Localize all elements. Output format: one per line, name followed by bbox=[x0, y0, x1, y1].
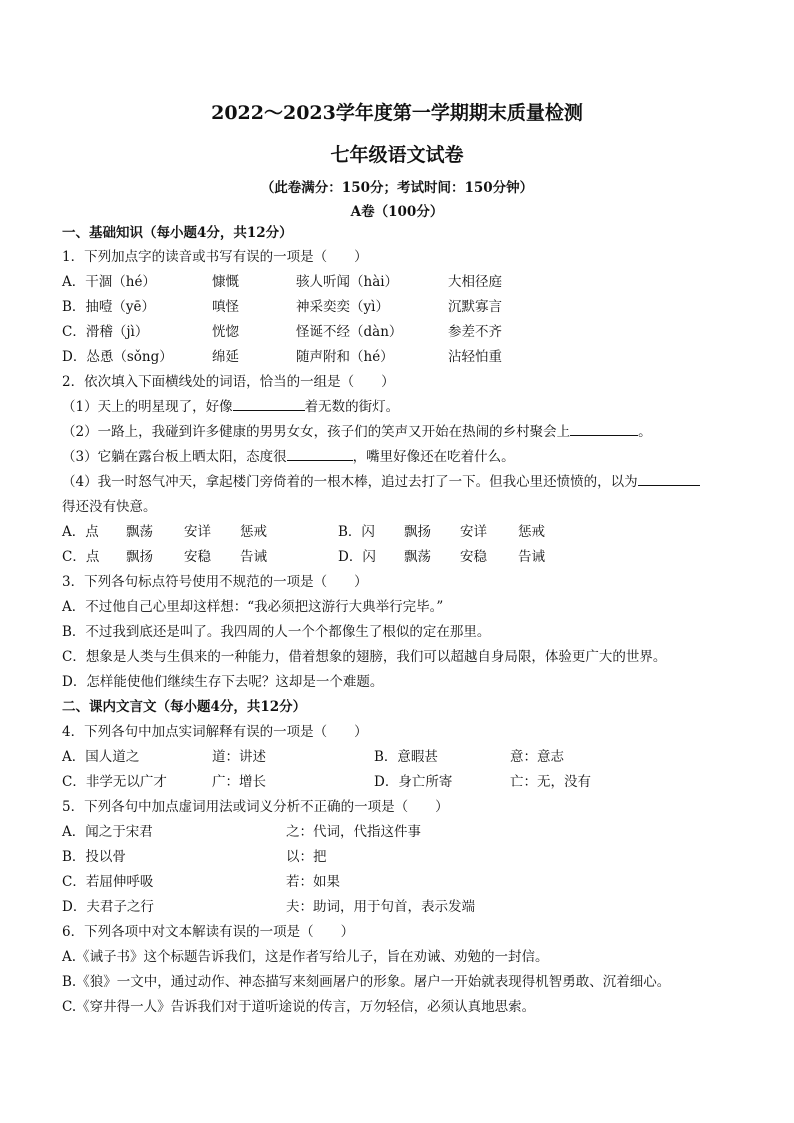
option-cell: 之：代词，代指这件事 bbox=[286, 824, 421, 840]
fill-blank bbox=[233, 396, 305, 411]
sentence-text: （2）一路上，我碰到许多健康的男男女女，孩子们的笑声又开始在热闹的乡村聚会上 bbox=[62, 424, 571, 440]
option-cell: B．意暇甚 bbox=[374, 749, 438, 765]
option-cell: 飘荡 bbox=[126, 524, 153, 540]
option-cell: 飘荡 bbox=[404, 549, 431, 565]
option-cell: 飘扬 bbox=[404, 524, 431, 540]
fill-blank bbox=[638, 471, 700, 486]
volume-label: A卷（100分） bbox=[350, 204, 444, 220]
option-cell: 以：把 bbox=[286, 849, 327, 865]
exam-info: （此卷满分：150分；考试时间：150分钟） bbox=[260, 180, 534, 196]
option-cell: 参差不齐 bbox=[448, 324, 502, 340]
option-cell: 嗔怪 bbox=[212, 299, 239, 315]
sentence-line bbox=[62, 471, 732, 493]
option-cell: D．身亡所寄 bbox=[374, 774, 453, 790]
sentence-text: ，嘴里好像还在吃着什么。 bbox=[352, 449, 515, 465]
option-cell: 沾轻怕重 bbox=[448, 349, 502, 365]
option-cell: 随声附和（hé） bbox=[296, 349, 394, 365]
option-cell: 飘扬 bbox=[126, 549, 153, 565]
section-heading: 二、课内文言文（每小题4分，共12分） bbox=[62, 699, 307, 715]
option-cell: 安稳 bbox=[184, 549, 211, 565]
option-line: B．不过我到底还是叫了。我四周的人一个个都像生了根似的定在那里。 bbox=[62, 624, 491, 640]
fill-blank bbox=[287, 446, 353, 461]
option-cell: D．闪 bbox=[338, 549, 376, 565]
sentence-text: 。 bbox=[638, 424, 652, 440]
option-row bbox=[62, 821, 732, 843]
exam-subtitle: 七年级语文试卷 bbox=[330, 144, 464, 166]
question-stem: 3．下列各句标点符号使用不规范的一项是（ ） bbox=[62, 574, 368, 590]
option-cell: 惩戒 bbox=[518, 524, 545, 540]
option-cell: C．非学无以广才 bbox=[62, 774, 167, 790]
option-row bbox=[62, 896, 732, 918]
sentence-line bbox=[62, 421, 732, 443]
option-row bbox=[62, 846, 732, 868]
option-cell: 绵延 bbox=[212, 349, 239, 365]
option-cell: 安详 bbox=[184, 524, 211, 540]
sentence-line: 得还没有快意。 bbox=[62, 499, 157, 515]
option-cell: C．点 bbox=[62, 549, 100, 565]
option-row bbox=[62, 746, 732, 768]
option-cell: 神采奕奕（yì） bbox=[296, 299, 389, 315]
sentence-text: （4）我一时怒气冲天，拿起楼门旁倚着的一根木棒，追过去打了一下。但我心里还愤愤的，以为 bbox=[62, 474, 638, 490]
option-line: A.《诫子书》这个标题告诉我们，这是作者写给儿子，旨在劝诫、劝勉的一封信。 bbox=[62, 949, 549, 965]
option-line: C．想象是人类与生俱来的一种能力，借着想象的翅膀，我们可以超越自身局限，体验更广大的世界。 bbox=[62, 649, 667, 665]
question-stem: 4．下列各句中加点实词解释有误的一项是（ ） bbox=[62, 724, 368, 740]
option-cell: 若：如果 bbox=[286, 874, 340, 890]
option-cell: C．若屈伸呼吸 bbox=[62, 874, 154, 890]
option-cell: B．闪 bbox=[338, 524, 375, 540]
option-cell: 大相径庭 bbox=[448, 274, 502, 290]
option-cell: 安稳 bbox=[460, 549, 487, 565]
option-row bbox=[62, 271, 732, 293]
sentence-text: （1）天上的明星现了，好像 bbox=[62, 399, 233, 415]
option-row bbox=[62, 521, 732, 543]
question-stem: 6．下列各项中对文本解读有误的一项是（ ） bbox=[62, 924, 355, 940]
option-cell: C．滑稽（jì） bbox=[62, 324, 149, 340]
option-cell: 怪诞不经（dàn） bbox=[296, 324, 403, 340]
sentence-text: （3）它躺在露台板上晒太阳，态度很 bbox=[62, 449, 287, 465]
option-row bbox=[62, 346, 732, 368]
option-line: C.《穿井得一人》告诉我们对于道听途说的传言，万勿轻信，必须认真地思索。 bbox=[62, 999, 536, 1015]
question-stem: 2．依次填入下面横线处的词语，恰当的一组是（ ） bbox=[62, 374, 395, 390]
option-cell: 告诫 bbox=[518, 549, 545, 565]
option-line: A．不过他自己心里却这样想：“我必须把这游行大典举行完毕。” bbox=[62, 599, 444, 615]
option-cell: 惩戒 bbox=[240, 524, 267, 540]
option-row bbox=[62, 321, 732, 343]
option-cell: 沉默寡言 bbox=[448, 299, 502, 315]
exam-title: 2022～2023学年度第一学期期末质量检测 bbox=[211, 102, 583, 124]
option-cell: 夫：助词，用于句首，表示发端 bbox=[286, 899, 475, 915]
option-cell: B．抽噎（yē） bbox=[62, 299, 156, 315]
option-cell: 安详 bbox=[460, 524, 487, 540]
option-cell: 广：增长 bbox=[212, 774, 266, 790]
option-cell: 告诫 bbox=[240, 549, 267, 565]
question-stem: 1．下列加点字的读音或书写有误的一项是（ ） bbox=[62, 249, 368, 265]
option-cell: D．怂恿（sǒng） bbox=[62, 349, 173, 365]
option-cell: A．闻之于宋君 bbox=[62, 824, 153, 840]
option-cell: 骇人听闻（hài） bbox=[296, 274, 399, 290]
option-cell: A．国人道之 bbox=[62, 749, 140, 765]
option-row bbox=[62, 296, 732, 318]
option-line: D．怎样能使他们继续生存下去呢？这却是一个难题。 bbox=[62, 674, 384, 690]
option-cell: A．干涸（hé） bbox=[62, 274, 156, 290]
section-heading: 一、基础知识（每小题4分，共12分） bbox=[62, 225, 293, 241]
option-cell: 道：讲述 bbox=[212, 749, 266, 765]
option-row bbox=[62, 871, 732, 893]
fill-blank bbox=[570, 421, 638, 436]
option-cell: A．点 bbox=[62, 524, 99, 540]
option-cell: 亡：无，没有 bbox=[510, 774, 591, 790]
question-stem: 5．下列各句中加点虚词用法或词义分析不正确的一项是（ ） bbox=[62, 799, 449, 815]
option-row bbox=[62, 546, 732, 568]
sentence-line bbox=[62, 396, 732, 418]
option-line: B.《狼》一文中，通过动作、神态描写来刻画屠户的形象。屠户一开始就表现得机智勇敢、沉着细心。 bbox=[62, 974, 671, 990]
option-cell: B．投以骨 bbox=[62, 849, 126, 865]
option-cell: D．夫君子之行 bbox=[62, 899, 154, 915]
sentence-text: 着无数的街灯。 bbox=[304, 399, 400, 415]
option-cell: 意：意志 bbox=[510, 749, 564, 765]
option-cell: 恍惚 bbox=[212, 324, 239, 340]
sentence-line bbox=[62, 446, 732, 468]
option-row bbox=[62, 771, 732, 793]
option-cell: 慷慨 bbox=[212, 274, 239, 290]
